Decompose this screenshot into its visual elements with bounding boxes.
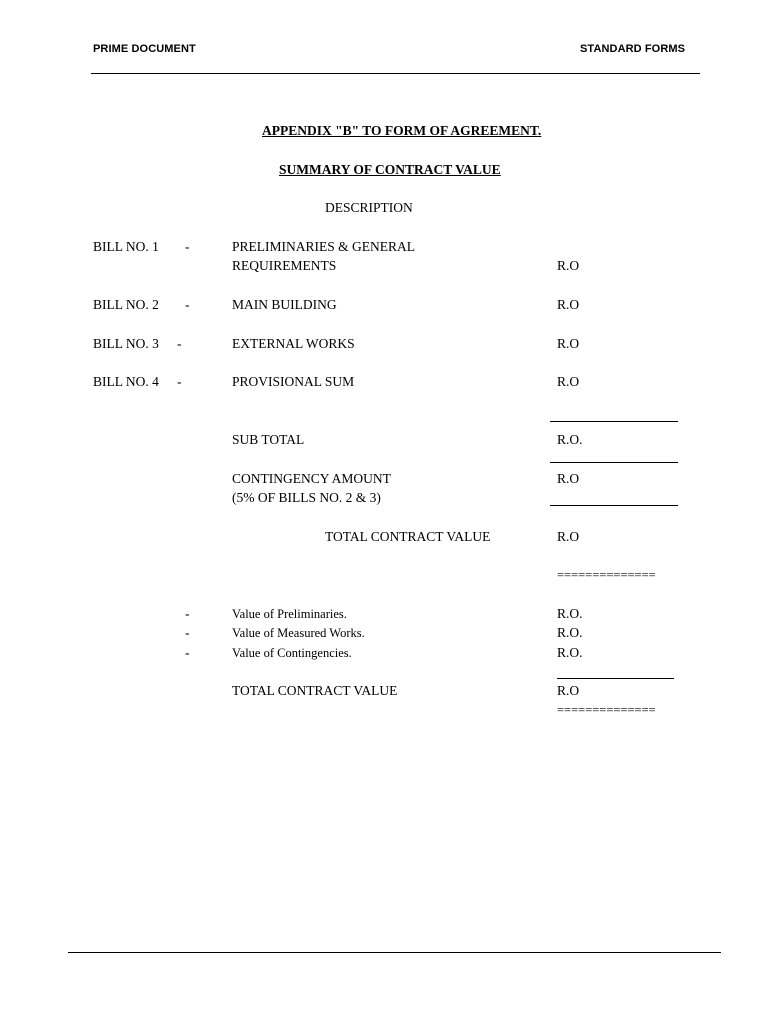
bill-2-description: MAIN BUILDING xyxy=(232,297,337,312)
sub-total-label: SUB TOTAL xyxy=(232,432,305,447)
header-rule xyxy=(91,73,700,74)
total-double-rule: ============== xyxy=(557,568,656,582)
breakdown-3-dash: - xyxy=(185,645,190,660)
bill-4-description: PROVISIONAL SUM xyxy=(232,374,355,389)
bill-2-dash: - xyxy=(185,297,190,312)
total-contract-value-2-label: TOTAL CONTRACT VALUE xyxy=(232,683,398,698)
breakdown-2-value: R.O. xyxy=(557,625,583,640)
breakdown-1-label: Value of Preliminaries. xyxy=(232,607,347,621)
bill-1-dash: - xyxy=(185,239,190,254)
breakdown-3-value: R.O. xyxy=(557,645,583,660)
header-left: PRIME DOCUMENT xyxy=(93,43,196,55)
breakdown-1-value: R.O. xyxy=(557,606,583,621)
sub-total-value: R.O. xyxy=(557,432,583,447)
bill-4-value: R.O xyxy=(557,374,580,389)
footer-rule xyxy=(68,952,721,953)
contingency-value: R.O xyxy=(557,471,580,486)
total-contract-value-2: R.O xyxy=(557,683,580,698)
subtotal-rule xyxy=(550,421,678,422)
breakdown-1-dash: - xyxy=(185,606,190,621)
bill-3-dash: - xyxy=(177,336,182,351)
page-subtitle: SUMMARY OF CONTRACT VALUE xyxy=(279,162,501,177)
contingency-top-rule xyxy=(550,462,678,463)
contingency-bottom-rule xyxy=(550,505,678,506)
total-2-double-rule: ============== xyxy=(557,703,656,717)
bill-1-value: R.O xyxy=(557,258,580,273)
breakdown-3-label: Value of Contingencies. xyxy=(232,646,352,660)
description-heading: DESCRIPTION xyxy=(325,200,413,215)
breakdown-2-label: Value of Measured Works. xyxy=(232,626,365,640)
bill-4-number: BILL NO. 4 xyxy=(93,374,159,389)
bill-3-number: BILL NO. 3 xyxy=(93,336,159,351)
page-title: APPENDIX "B" TO FORM OF AGREEMENT. xyxy=(262,123,542,138)
breakdown-2-dash: - xyxy=(185,625,190,640)
total-contract-value: R.O xyxy=(557,529,580,544)
bill-2-number: BILL NO. 2 xyxy=(93,297,159,312)
bill-1-description-line2: REQUIREMENTS xyxy=(232,258,337,273)
breakdown-total-rule xyxy=(557,678,674,679)
bill-2-value: R.O xyxy=(557,297,580,312)
bill-1-description-line1: PRELIMINARIES & GENERAL xyxy=(232,239,415,254)
contingency-label-line1: CONTINGENCY AMOUNT xyxy=(232,471,391,486)
contingency-label-line2: (5% OF BILLS NO. 2 & 3) xyxy=(232,490,381,505)
bill-4-dash: - xyxy=(177,374,182,389)
bill-1-number: BILL NO. 1 xyxy=(93,239,159,254)
total-contract-value-label: TOTAL CONTRACT VALUE xyxy=(325,529,491,544)
header-right: STANDARD FORMS xyxy=(580,43,686,55)
bill-3-value: R.O xyxy=(557,336,580,351)
bill-3-description: EXTERNAL WORKS xyxy=(232,336,355,351)
